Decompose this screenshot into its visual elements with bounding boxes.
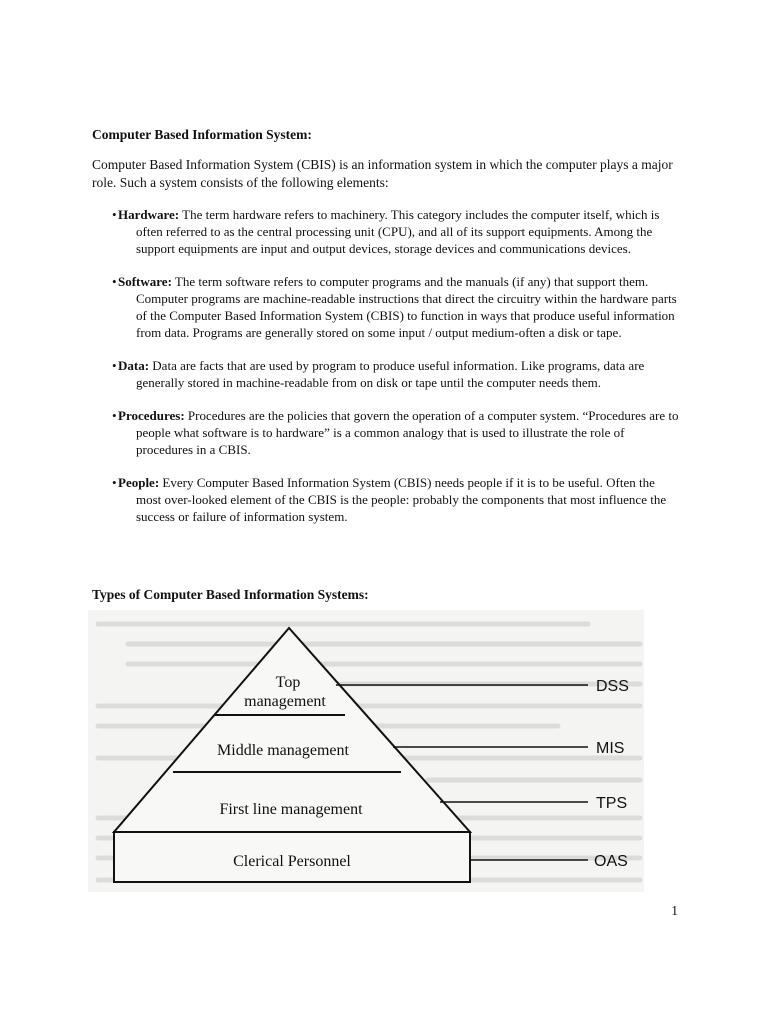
- list-item-software: [112, 273, 680, 341]
- level-label-middle: Middle management: [217, 742, 349, 759]
- bullet-icon: •: [112, 207, 117, 222]
- system-label-oas: OAS: [594, 853, 628, 870]
- section-heading: Computer Based Information System:: [92, 127, 312, 142]
- definition-data: Data are facts that are used by program to produce useful information. Like programs, data are generally stored in machine-readable from on disk or tape until the computer needs them.: [136, 358, 645, 390]
- level-label-top: Top: [275, 674, 301, 691]
- list-item-hardware: [112, 206, 680, 257]
- level-label-clerical: Clerical Personnel: [233, 853, 351, 870]
- term-hardware: Hardware:: [118, 207, 180, 222]
- definition-procedures: Procedures are the policies that govern the operation of a computer system. “Procedures are to people what software is to hardware” is a common analogy that is used to illustrate the role of procedures in a CBIS.: [136, 408, 679, 457]
- list-item-procedures: [112, 407, 680, 458]
- term-data: Data:: [118, 358, 150, 373]
- page-number: 1: [671, 903, 678, 918]
- level-label-top-line2: management: [244, 693, 326, 710]
- system-label-dss: DSS: [596, 678, 629, 695]
- types-heading: Types of Computer Based Information Systems:: [92, 587, 369, 602]
- system-label-tps: TPS: [596, 795, 628, 812]
- intro-paragraph: Computer Based Information System (CBIS) is an information system in which the computer plays a major role. Such a system consists of the following elements:: [92, 157, 673, 190]
- term-procedures: Procedures:: [118, 408, 185, 423]
- definition-software: The term software refers to computer programs and the manuals (if any) that support them. Computer programs are machine-readable instructions that direct the circuitry within the hardware parts of the Computer Based Information System (CBIS) to function in ways that produce useful information from data. Programs are generally stored on some input / output medium-often a disk or tape.: [136, 274, 677, 340]
- pyramid-diagram: [88, 610, 644, 892]
- definition-people: Every Computer Based Information System (CBIS) needs people if it is to be useful. Often the most over-looked element of the CBIS is the people: probably the components that most influence the success or failure of information system.: [136, 475, 667, 524]
- system-label-mis: MIS: [596, 740, 625, 757]
- bullet-icon: •: [112, 475, 117, 490]
- term-people: People:: [118, 475, 160, 490]
- pyramid-figure: [88, 610, 644, 892]
- list-item-people: [112, 474, 680, 525]
- term-software: Software:: [118, 274, 172, 289]
- bullet-icon: •: [112, 358, 117, 373]
- bullet-icon: •: [112, 274, 117, 289]
- bullet-icon: •: [112, 408, 117, 423]
- list-item-data: [112, 357, 680, 391]
- definition-hardware: The term hardware refers to machinery. This category includes the computer itself, which is often referred to as the central processing unit (CPU), and all of its support equipments. Among the support equipments are input and output devices, storage devices and communications devices.: [136, 207, 660, 256]
- elements-list: [112, 206, 680, 541]
- level-label-first-line: First line management: [219, 801, 363, 818]
